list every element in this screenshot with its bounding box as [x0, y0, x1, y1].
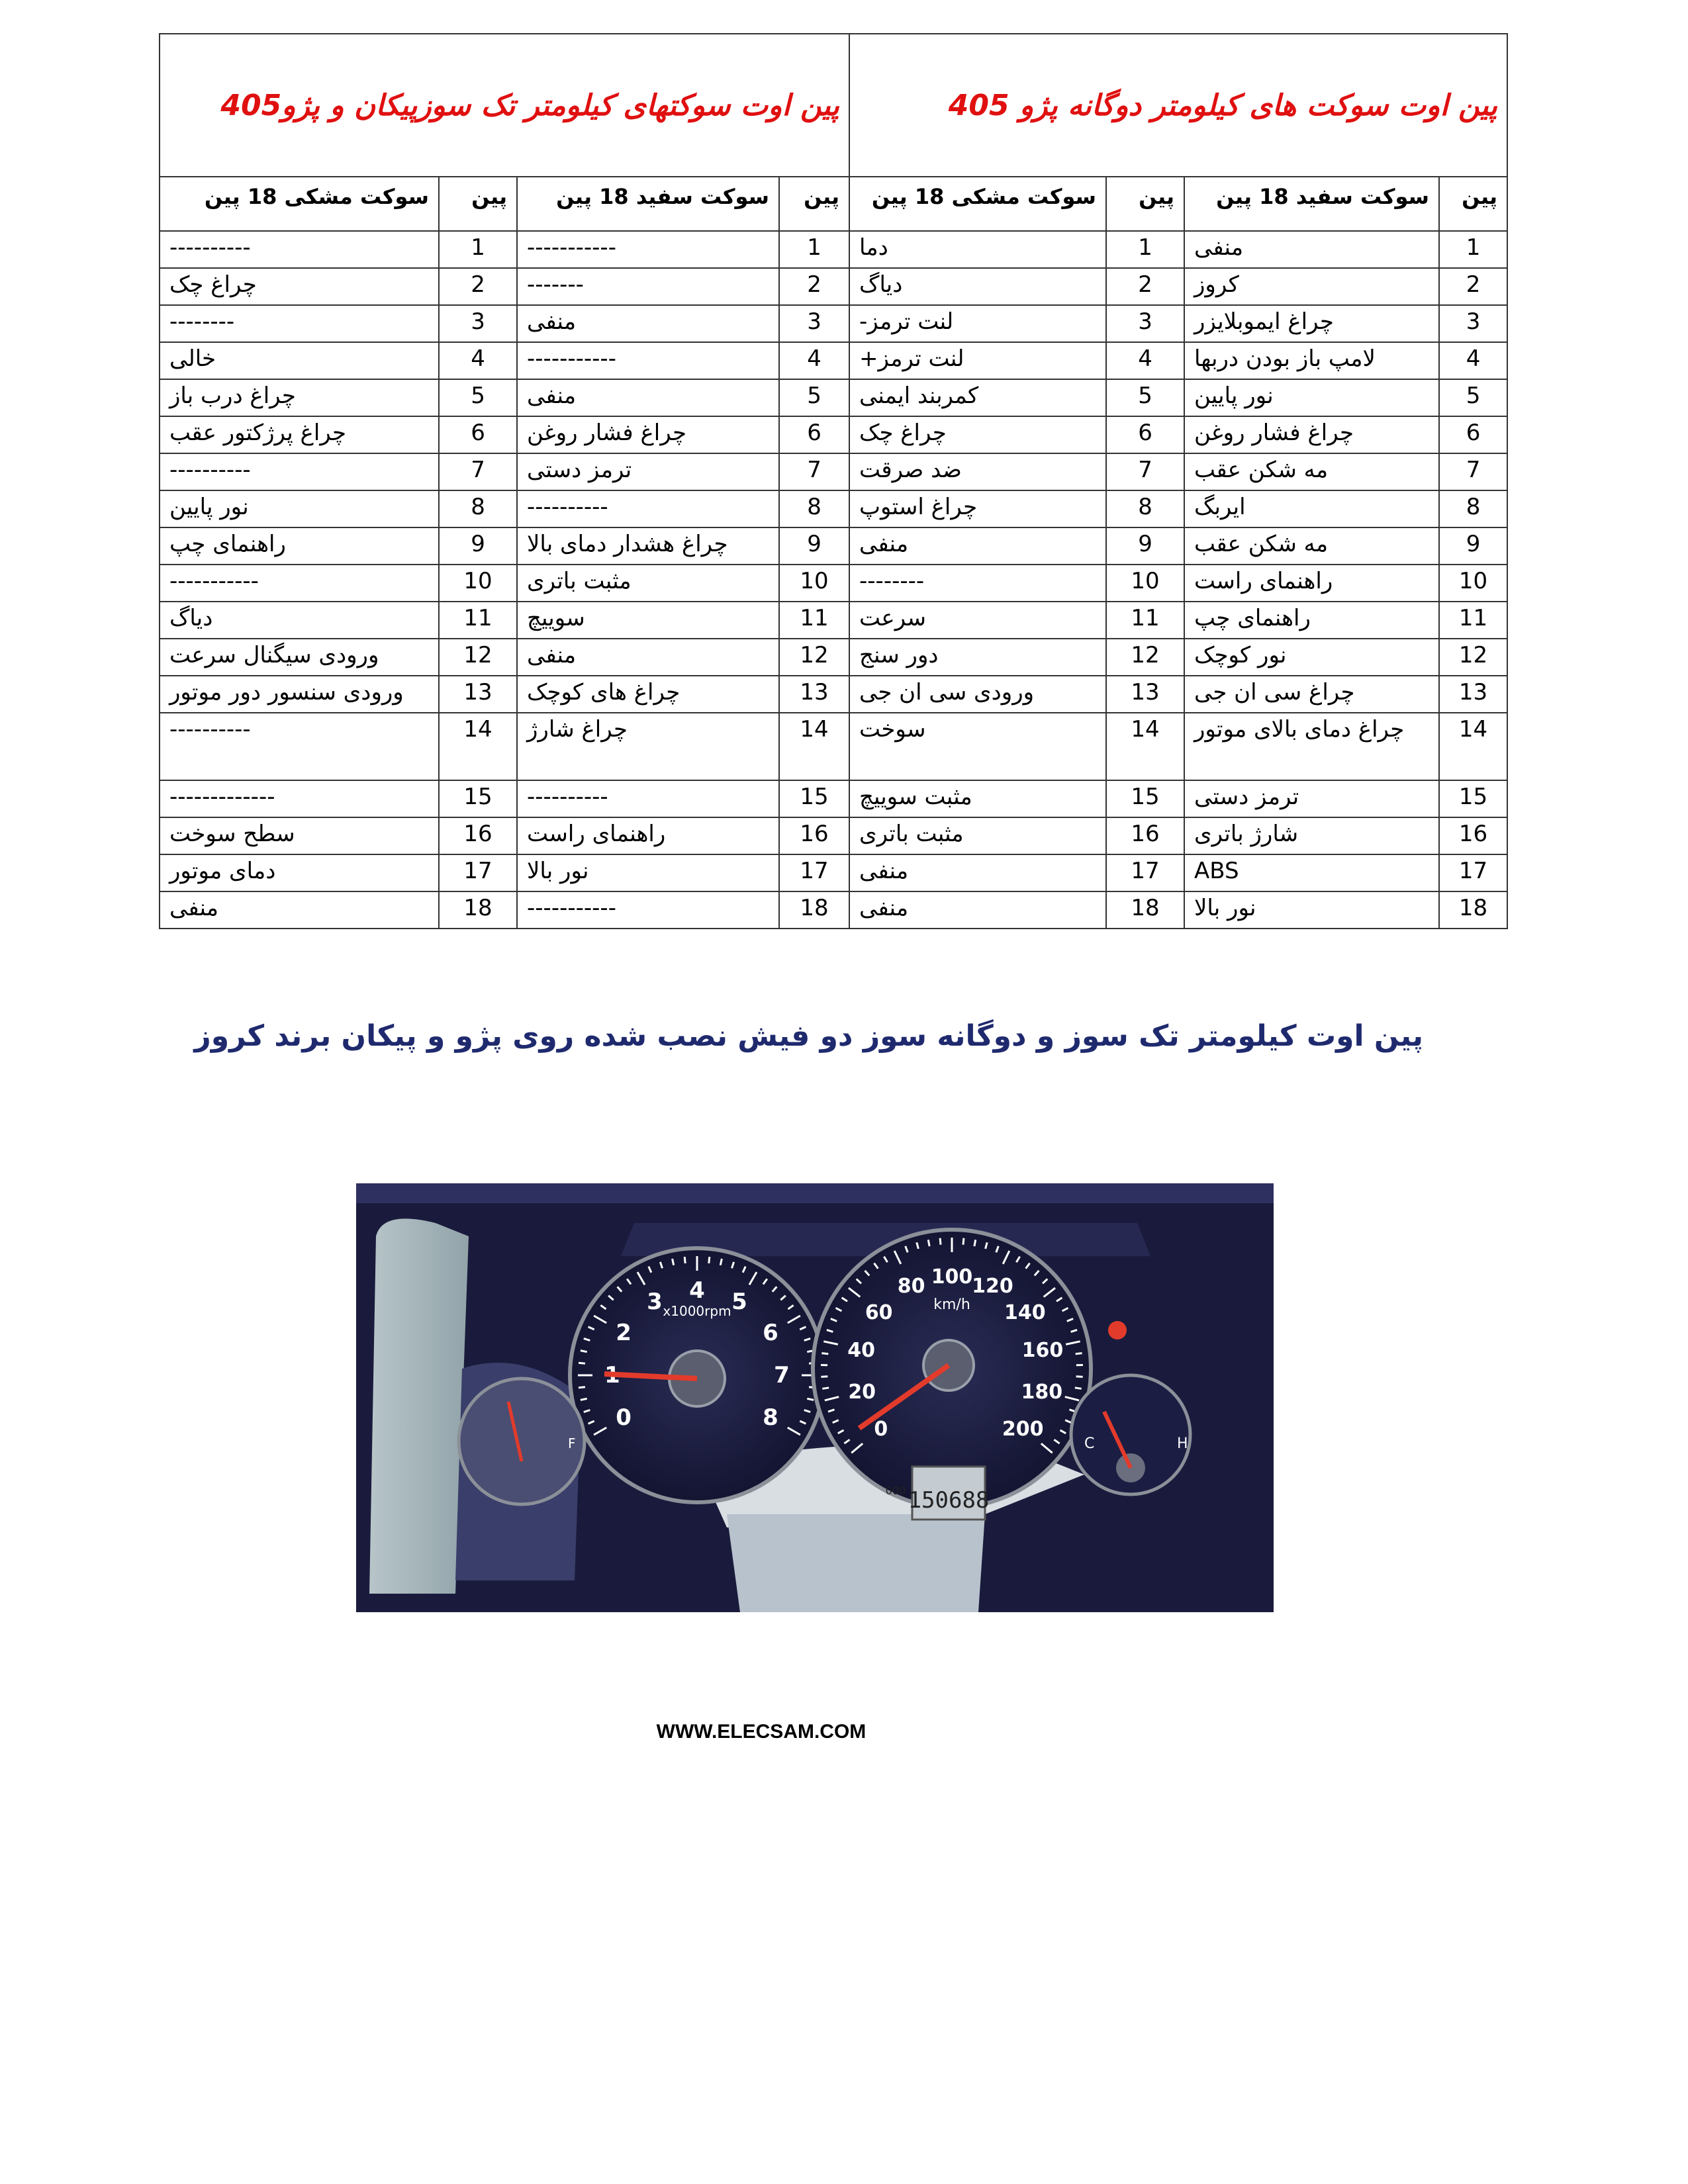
- pin-number: 5: [779, 379, 849, 416]
- pin-number: 7: [1439, 453, 1507, 490]
- gauge-tick: [581, 1398, 587, 1400]
- gauge-number: 140: [1004, 1300, 1046, 1324]
- table-row: [160, 891, 1507, 929]
- pin-number: 11: [1106, 602, 1184, 639]
- pin-number: 9: [439, 527, 517, 565]
- gauge-number: 0: [616, 1404, 632, 1431]
- pin-function: چراغ پرژکتور عقب: [160, 416, 439, 453]
- pin-function: ----------: [517, 490, 779, 527]
- pinout-table: [159, 33, 1508, 929]
- caption: پین اوت کیلومتر تک سوز و دوگانه سوز دو فیش نصب شده روی پژو و پیکان برند کروز: [194, 1019, 1423, 1053]
- pin-function: ABS: [1184, 854, 1439, 891]
- table-row: [160, 231, 1507, 268]
- pin-number: 5: [1439, 379, 1507, 416]
- fuel-f: F: [568, 1435, 576, 1451]
- gauge-tick: [821, 1353, 828, 1354]
- pin-function: ایربگ: [1184, 490, 1439, 527]
- pin-function: راهنمای راست: [1184, 565, 1439, 602]
- gauge-tick: [963, 1238, 964, 1245]
- footer-url[interactable]: WWW.ELECSAM.COM: [656, 1721, 867, 1743]
- pin-function: --------: [849, 565, 1106, 602]
- gauge-tick: [940, 1238, 941, 1245]
- pin-function: چراغ شارژ: [517, 713, 779, 780]
- pin-function: چراغ فشار روغن: [517, 416, 779, 453]
- pin-number: 16: [1439, 817, 1507, 854]
- gauge-tick: [974, 1240, 976, 1246]
- pin-rows: [160, 231, 1507, 929]
- pin-function: مثبت باتری: [849, 817, 1106, 854]
- pin-number: 3: [1106, 305, 1184, 342]
- pin-number: 15: [1439, 780, 1507, 817]
- table-row: [160, 817, 1507, 854]
- pin-function: سوییچ: [517, 602, 779, 639]
- pin-number: 18: [1439, 891, 1507, 929]
- instrument-cluster-image: [356, 1183, 1274, 1612]
- pin-number: 3: [439, 305, 517, 342]
- col-black-socket: سوکت مشکی 18 پین: [160, 177, 439, 231]
- pin-number: 1: [779, 231, 849, 268]
- pin-function: چراغ سی ان جی: [1184, 676, 1439, 713]
- pin-number: 13: [1439, 676, 1507, 713]
- pin-number: 1: [1106, 231, 1184, 268]
- pin-number: 6: [1106, 416, 1184, 453]
- pin-number: 3: [779, 305, 849, 342]
- pin-function: نور پایین: [160, 490, 439, 527]
- pin-function: چراغ ایموبلایزر: [1184, 305, 1439, 342]
- pin-number: 15: [439, 780, 517, 817]
- odometer-small: 000: [885, 1484, 906, 1497]
- gauge-tick: [720, 1259, 722, 1265]
- pin-function: راهنمای راست: [517, 817, 779, 854]
- pin-number: 13: [439, 676, 517, 713]
- gauge-tick: [709, 1257, 710, 1263]
- pin-number: 6: [779, 416, 849, 453]
- pin-number: 18: [779, 891, 849, 929]
- pin-function: ----------: [160, 231, 439, 268]
- pin-number: 16: [1106, 817, 1184, 854]
- pin-number: 12: [779, 639, 849, 676]
- gauge-tick: [1076, 1353, 1082, 1354]
- pin-number: 10: [779, 565, 849, 602]
- pin-number: 17: [439, 854, 517, 891]
- table-row: [160, 527, 1507, 565]
- pin-number: 7: [1106, 453, 1184, 490]
- pin-number: 9: [1439, 527, 1507, 565]
- table-row: [160, 305, 1507, 342]
- pin-number: 2: [1439, 268, 1507, 305]
- pin-function: ترمز دستی: [517, 453, 779, 490]
- col-white-socket: سوکت سفید 18 پین: [1184, 177, 1439, 231]
- temp-c: C: [1084, 1435, 1095, 1452]
- table-row: [160, 602, 1507, 639]
- pin-number: 8: [439, 490, 517, 527]
- pin-function: نور بالا: [517, 854, 779, 891]
- pin-number: 5: [1106, 379, 1184, 416]
- col-pin: پین: [779, 177, 849, 231]
- pin-number: 2: [1106, 268, 1184, 305]
- dual-title-cell: [849, 34, 1507, 177]
- gauge-tick: [579, 1387, 585, 1388]
- gauge-number: 40: [847, 1338, 875, 1362]
- pin-number: 14: [1106, 713, 1184, 780]
- gauge-number: 2: [616, 1320, 632, 1346]
- pin-function: چراغ چک: [849, 416, 1106, 453]
- pin-number: 17: [1106, 854, 1184, 891]
- col-white-socket: سوکت سفید 18 پین: [517, 177, 779, 231]
- pin-number: 4: [1106, 342, 1184, 379]
- pin-function: ورودی سیگنال سرعت: [160, 639, 439, 676]
- pin-number: 14: [779, 713, 849, 780]
- pin-number: 8: [1439, 490, 1507, 527]
- pin-function: -----------: [517, 342, 779, 379]
- gauge-number: 3: [647, 1289, 663, 1316]
- pin-number: 11: [779, 602, 849, 639]
- pin-number: 16: [779, 817, 849, 854]
- table-row: [160, 639, 1507, 676]
- table-row: [160, 416, 1507, 453]
- pin-number: 7: [779, 453, 849, 490]
- pin-number: 10: [439, 565, 517, 602]
- pin-number: 13: [779, 676, 849, 713]
- col-black-socket: سوکت مشکی 18 پین: [849, 177, 1106, 231]
- pin-number: 9: [1106, 527, 1184, 565]
- pin-number: 11: [439, 602, 517, 639]
- pin-function: -----------: [517, 231, 779, 268]
- pin-number: 5: [439, 379, 517, 416]
- pin-function: منفی: [517, 639, 779, 676]
- warning-lamp-icon: [1108, 1321, 1127, 1340]
- pin-function: -------------: [160, 780, 439, 817]
- gauge-number: 8: [763, 1404, 778, 1431]
- pin-function: دیاگ: [849, 268, 1106, 305]
- gauge-number: 20: [848, 1380, 876, 1404]
- pin-function: ----------: [160, 453, 439, 490]
- pin-function: سوخت: [849, 713, 1106, 780]
- temp-h: H: [1177, 1435, 1188, 1452]
- pin-function: دور سنج: [849, 639, 1106, 676]
- pin-function: -------: [517, 268, 779, 305]
- table-row: [160, 676, 1507, 713]
- pin-number: 10: [1106, 565, 1184, 602]
- pin-function: منفی: [517, 379, 779, 416]
- pin-function: -----------: [517, 891, 779, 929]
- pin-number: 1: [439, 231, 517, 268]
- gauge-tick: [807, 1398, 814, 1400]
- pin-function: راهنمای چپ: [160, 527, 439, 565]
- gauge-number: 7: [774, 1362, 790, 1388]
- pin-function: لامپ باز بودن دربها: [1184, 342, 1439, 379]
- gauge-number: 180: [1021, 1380, 1063, 1404]
- pin-number: 18: [439, 891, 517, 929]
- pin-function: چراغ استوپ: [849, 490, 1106, 527]
- single-title: پین اوت سوکتهای کیلومتر تک سوزپیکان و پژو405: [220, 88, 840, 122]
- pin-function: دما: [849, 231, 1106, 268]
- gauge-number: 160: [1021, 1338, 1064, 1362]
- pin-number: 18: [1106, 891, 1184, 929]
- pin-number: 6: [1439, 416, 1507, 453]
- gauge-tick: [822, 1388, 829, 1389]
- pin-number: 6: [439, 416, 517, 453]
- pin-number: 17: [1439, 854, 1507, 891]
- pin-function: چراغ هشدار دمای بالا: [517, 527, 779, 565]
- col-pin: پین: [1439, 177, 1507, 231]
- pin-number: 13: [1106, 676, 1184, 713]
- pin-number: 7: [439, 453, 517, 490]
- pin-number: 4: [1439, 342, 1507, 379]
- pin-function: کروز: [1184, 268, 1439, 305]
- table-row: [160, 342, 1507, 379]
- pin-function: سرعت: [849, 602, 1106, 639]
- gauge-number: 5: [731, 1289, 747, 1316]
- pin-function: ----------: [160, 713, 439, 780]
- pin-function: لنت ترمز+: [849, 342, 1106, 379]
- gauge-tick: [684, 1257, 685, 1263]
- pin-number: 3: [1439, 305, 1507, 342]
- pin-function: مه شکن عقب: [1184, 453, 1439, 490]
- pin-function: مثبت باتری: [517, 565, 779, 602]
- pin-number: 10: [1439, 565, 1507, 602]
- table-row: [160, 565, 1507, 602]
- pin-number: 15: [1106, 780, 1184, 817]
- pin-function: -----------: [160, 565, 439, 602]
- table-row: [160, 854, 1507, 891]
- gauge-number: 100: [931, 1265, 973, 1289]
- pin-function: منفی: [1184, 231, 1439, 268]
- pin-number: 14: [1439, 713, 1507, 780]
- pin-number: 9: [779, 527, 849, 565]
- gauge-number: 0: [874, 1418, 888, 1441]
- pin-function: راهنمای چپ: [1184, 602, 1439, 639]
- pin-number: 8: [1106, 490, 1184, 527]
- pin-number: 2: [439, 268, 517, 305]
- gauge-number: 6: [763, 1320, 778, 1346]
- pin-function: ترمز دستی: [1184, 780, 1439, 817]
- pin-function: چراغ دمای بالای موتور: [1184, 713, 1439, 780]
- pin-function: سطح سوخت: [160, 817, 439, 854]
- pin-function: شارژ باتری: [1184, 817, 1439, 854]
- pin-number: 12: [1439, 639, 1507, 676]
- gauge-number: 60: [865, 1300, 893, 1324]
- pin-number: 1: [1439, 231, 1507, 268]
- pin-number: 12: [439, 639, 517, 676]
- pin-function: چراغ درب باز: [160, 379, 439, 416]
- pin-number: 12: [1106, 639, 1184, 676]
- tach-unit-label: x1000rpm: [663, 1303, 731, 1319]
- pin-function: خالی: [160, 342, 439, 379]
- col-pin: پین: [1106, 177, 1184, 231]
- pin-function: دیاگ: [160, 602, 439, 639]
- gauge-tick: [928, 1240, 929, 1246]
- pin-number: 14: [439, 713, 517, 780]
- pin-number: 17: [779, 854, 849, 891]
- pin-function: منفی: [160, 891, 439, 929]
- speed-unit-label: km/h: [933, 1297, 970, 1313]
- pin-number: 15: [779, 780, 849, 817]
- pin-function: چراغ فشار روغن: [1184, 416, 1439, 453]
- pin-function: نور پایین: [1184, 379, 1439, 416]
- pin-function: نور کوچک: [1184, 639, 1439, 676]
- pin-function: ضد صرقت: [849, 453, 1106, 490]
- gauge-number: 4: [689, 1277, 705, 1304]
- pin-function: مثبت سوییچ: [849, 780, 1106, 817]
- odometer: 150688: [908, 1487, 990, 1514]
- col-pin: پین: [439, 177, 517, 231]
- pin-function: منفی: [849, 891, 1106, 929]
- pin-number: 11: [1439, 602, 1507, 639]
- pin-function: منفی: [849, 854, 1106, 891]
- pin-number: 4: [439, 342, 517, 379]
- pin-function: --------: [160, 305, 439, 342]
- pin-function: کمربند ایمنی: [849, 379, 1106, 416]
- table-row: [160, 713, 1507, 780]
- dual-title: پین اوت سوکت های کیلومتر دوگانه پژو 405: [948, 88, 1498, 122]
- gauge-number: 200: [1002, 1418, 1044, 1441]
- pin-function: دمای موتور: [160, 854, 439, 891]
- pin-function: چراغ های کوچک: [517, 676, 779, 713]
- pin-function: لنت ترمز-: [849, 305, 1106, 342]
- gauge-tick: [581, 1351, 587, 1352]
- gauge-tick: [1075, 1388, 1082, 1389]
- table-row: [160, 780, 1507, 817]
- gauge-number: 80: [897, 1275, 925, 1298]
- pin-function: مه شکن عقب: [1184, 527, 1439, 565]
- pin-number: 2: [779, 268, 849, 305]
- pin-function: ----------: [517, 780, 779, 817]
- gauge-tick: [673, 1259, 674, 1265]
- single-title-cell: [160, 34, 849, 177]
- table-row: [160, 268, 1507, 305]
- pin-function: منفی: [849, 527, 1106, 565]
- pin-function: چراغ چک: [160, 268, 439, 305]
- pin-function: منفی: [517, 305, 779, 342]
- pin-number: 4: [779, 342, 849, 379]
- pin-function: ورودی سنسور دور موتور: [160, 676, 439, 713]
- table-row: [160, 453, 1507, 490]
- table-row: [160, 379, 1507, 416]
- pin-function: نور بالا: [1184, 891, 1439, 929]
- gauge-number: 120: [972, 1275, 1013, 1298]
- pin-number: 16: [439, 817, 517, 854]
- table-row: [160, 490, 1507, 527]
- pin-number: 8: [779, 490, 849, 527]
- pin-function: ورودی سی ان جی: [849, 676, 1106, 713]
